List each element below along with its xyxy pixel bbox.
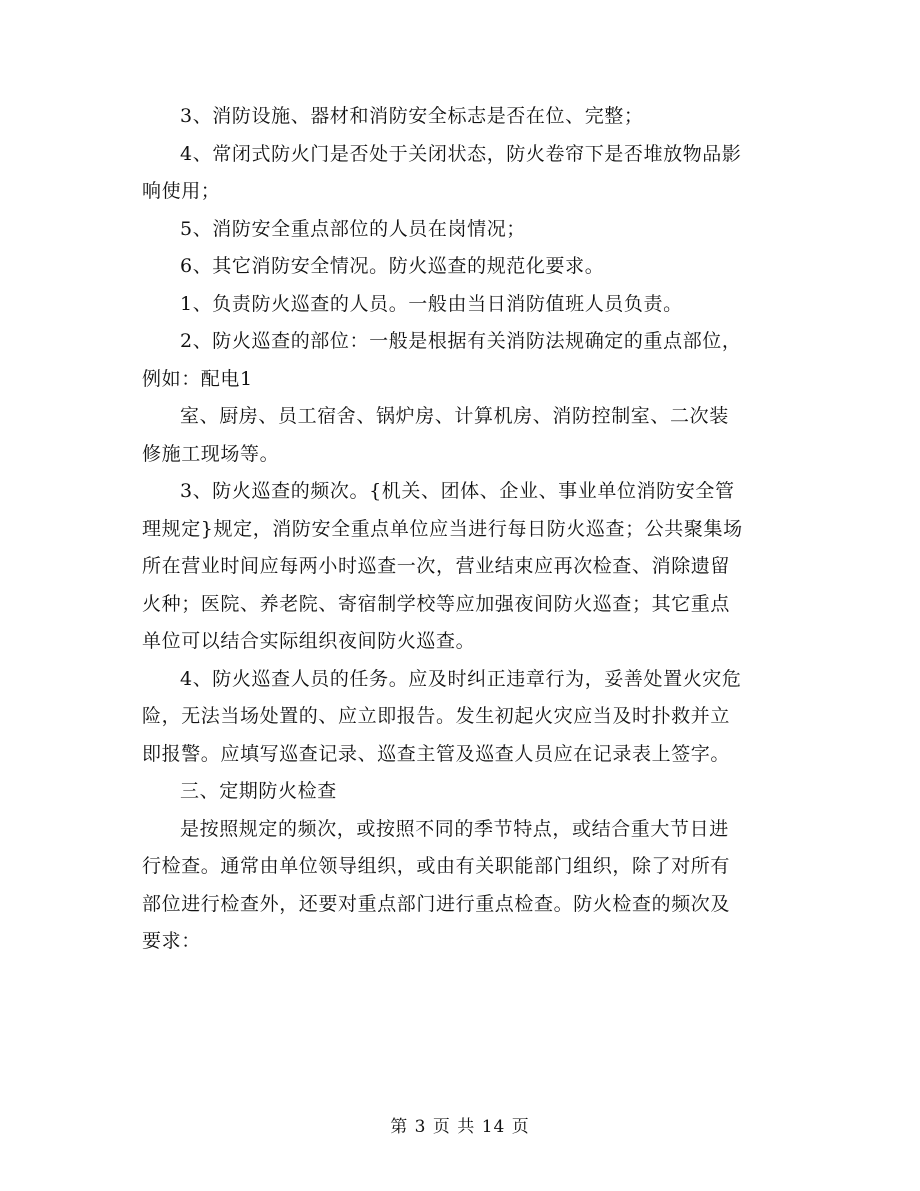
page-number-footer: 第 3 页 共 14 页	[390, 1117, 530, 1137]
line-0: 3、消防设施、器材和消防安全标志是否在位、完整；	[180, 105, 644, 127]
line-1: 4、常闭式防火门是否处于关闭状态，防火卷帘下是否堆放物品影	[180, 142, 742, 165]
line-10: 3、防火巡查的频次。{机关、团体、企业、事业单位消防安全管	[180, 480, 735, 502]
line-22: 要求：	[142, 930, 201, 952]
line-6: 2、防火巡查的部位：一般是根据有关消防法规确定的重点部位，	[180, 330, 742, 352]
line-20: 行检查。通常由单位领导组织，或由有关职能部门组织，除了对所有	[142, 855, 731, 877]
line-9: 修施工现场等。	[142, 442, 280, 465]
line-3: 5、消防安全重点部位的人员在岗情况；	[180, 217, 526, 240]
line-15: 4、防火巡查人员的任务。应及时纠正违章行为，妥善处置火灾危	[180, 667, 742, 690]
line-8: 室、厨房、员工宿舍、锅炉房、计算机房、消防控制室、二次装	[180, 405, 729, 427]
line-12: 所在营业时间应每两小时巡查一次，营业结束应再次检查、消除遗留	[142, 555, 731, 577]
line-18: 三、定期防火检查	[180, 780, 337, 802]
line-7: 例如：配电1	[142, 367, 253, 390]
line-17: 即报警。应填写巡查记录、巡查主管及巡查人员应在记录表上签字。	[142, 742, 731, 765]
text-line	[142, 98, 760, 961]
line-16: 险，无法当场处置的、应立即报告。发生初起火灾应当及时扑救并立	[142, 705, 731, 727]
line-5: 1、负责防火巡查的人员。一般由当日消防值班人员负责。	[180, 292, 683, 315]
line-14: 单位可以结合实际组织夜间防火巡查。	[142, 630, 476, 652]
line-19: 是按照规定的频次，或按照不同的季节特点，或结合重大节日进	[180, 817, 729, 840]
line-2: 响使用；	[142, 180, 221, 202]
line-11: 理规定}规定，消防安全重点单位应当进行每日防火巡查；公共聚集场	[142, 517, 743, 540]
line-4: 6、其它消防安全情况。防火巡查的规范化要求。	[180, 255, 605, 277]
document-body	[142, 98, 760, 961]
line-21: 部位进行检查外，还要对重点部门进行重点检查。防火检查的频次及	[142, 892, 731, 915]
line-13: 火种；医院、养老院、寄宿制学校等应加强夜间防火巡查；其它重点	[142, 592, 731, 615]
